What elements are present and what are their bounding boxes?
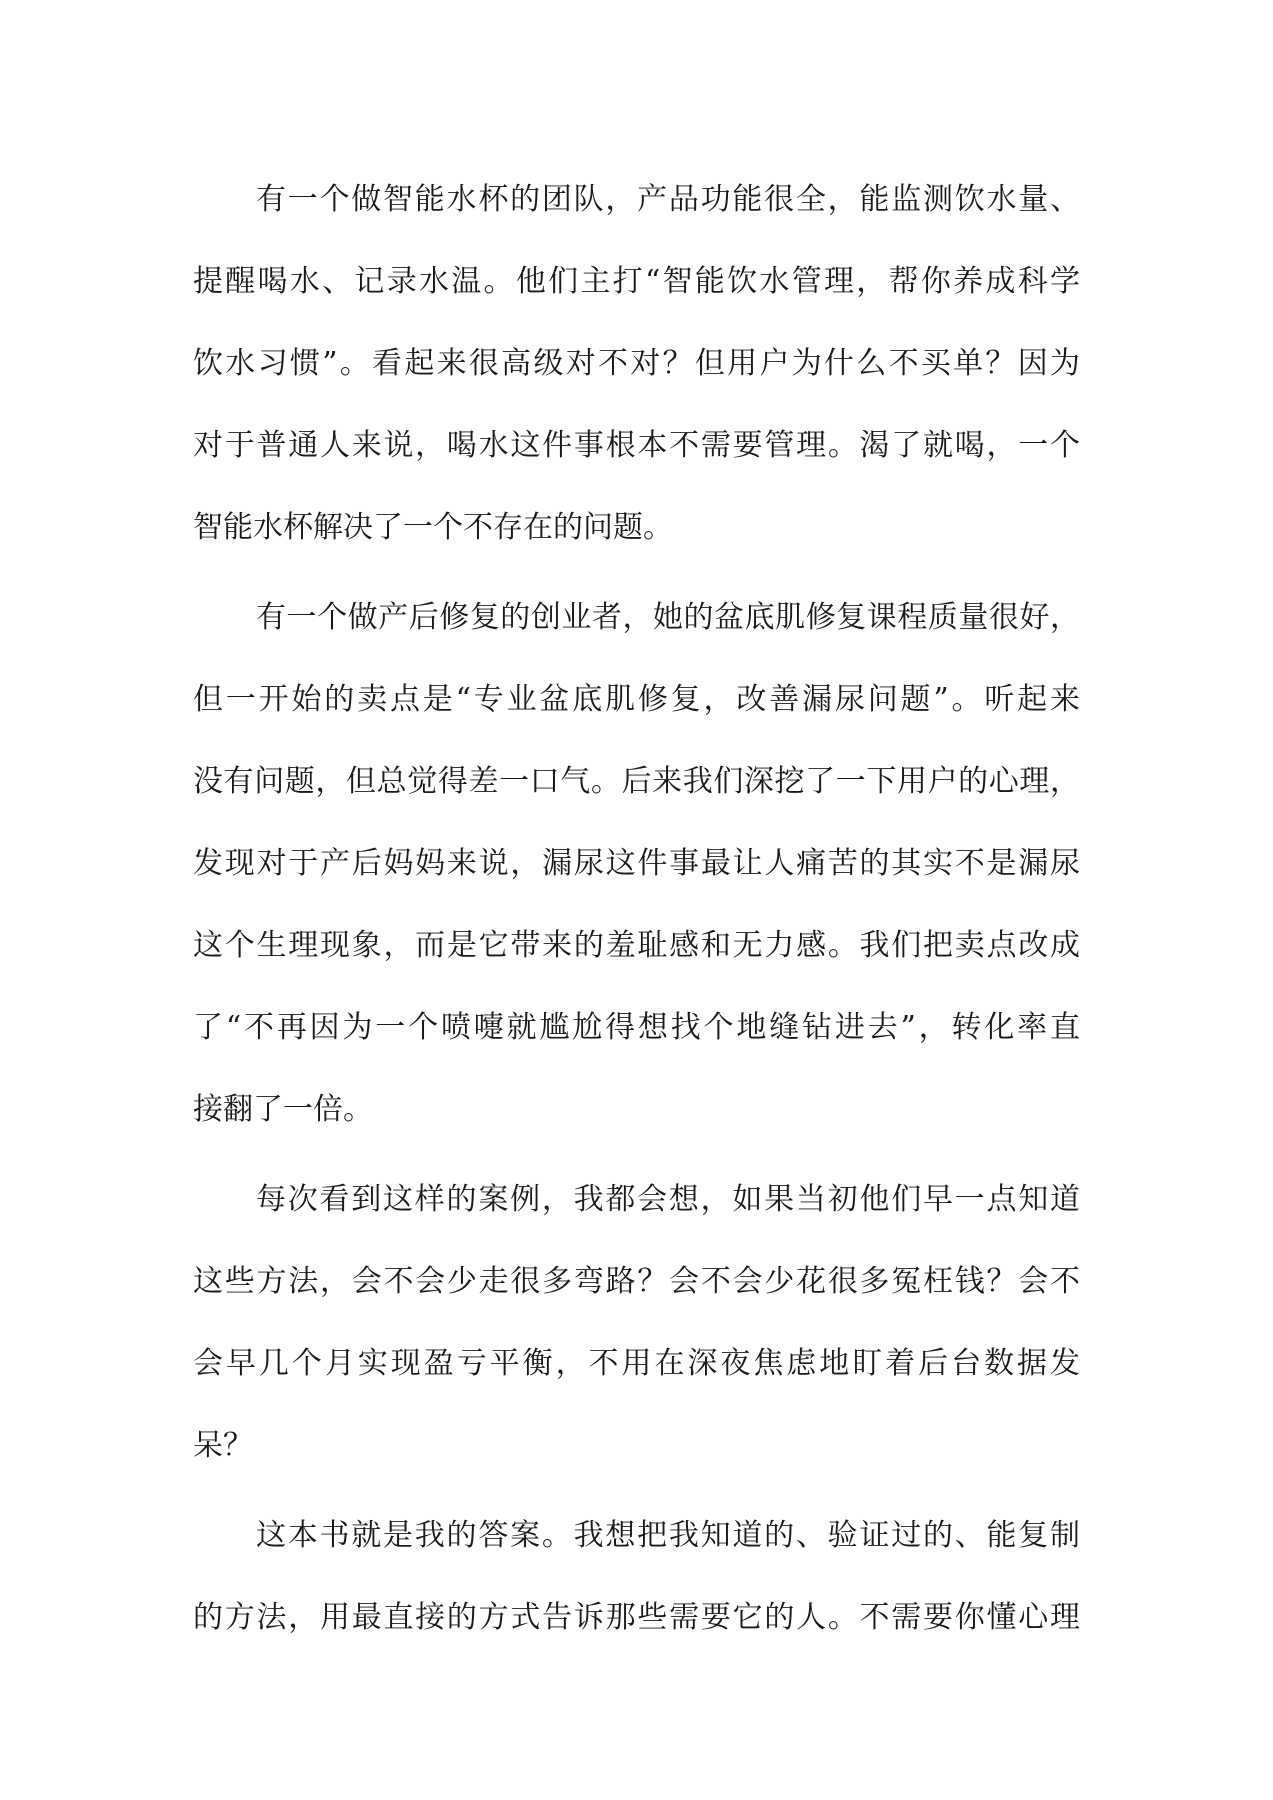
text-line: 提醒喝水、记录水温。他们主打“智能饮水管理，帮你养成科学 [193,264,1080,299]
text-line: 的方法，用最直接的方式告诉那些需要它的人。不需要你懂心理 [193,1600,1080,1635]
text-line: 智能水杯解决了一个不存在的问题。 [193,510,673,545]
text-line: 有一个做产后修复的创业者，她的盆底肌修复课程质量很好， [256,600,1080,635]
text-line: 对于普通人来说，喝水这件事根本不需要管理。渴了就喝，一个 [193,428,1080,463]
text-line: 每次看到这样的案例，我都会想，如果当初他们早一点知道 [256,1182,1080,1217]
text-line: 这个生理现象，而是它带来的羞耻感和无力感。我们把卖点改成 [193,928,1080,963]
text-line: 发现对于产后妈妈来说，漏尿这件事最让人痛苦的其实不是漏尿 [193,846,1080,881]
text-line: 呆？ [193,1428,253,1463]
text-line: 但一开始的卖点是“专业盆底肌修复，改善漏尿问题”。听起来 [193,682,1080,717]
text-line: 会早几个月实现盈亏平衡，不用在深夜焦虑地盯着后台数据发 [193,1346,1080,1381]
text-line: 接翻了一倍。 [193,1092,373,1127]
text-line: 没有问题，但总觉得差一口气。后来我们深挖了一下用户的心理， [193,764,1080,799]
text-line: 这本书就是我的答案。我想把我知道的、验证过的、能复制 [256,1518,1080,1553]
text-line: 饮水习惯”。看起来很高级对不对？但用户为什么不买单？因为 [193,346,1080,381]
text-line: 了“不再因为一个喷嚏就尴尬得想找个地缝钻进去”，转化率直 [193,1010,1080,1045]
text-line: 这些方法，会不会少走很多弯路？会不会少花很多冤枉钱？会不 [193,1264,1080,1299]
text-line: 有一个做智能水杯的团队，产品功能很全，能监测饮水量、 [256,182,1080,217]
